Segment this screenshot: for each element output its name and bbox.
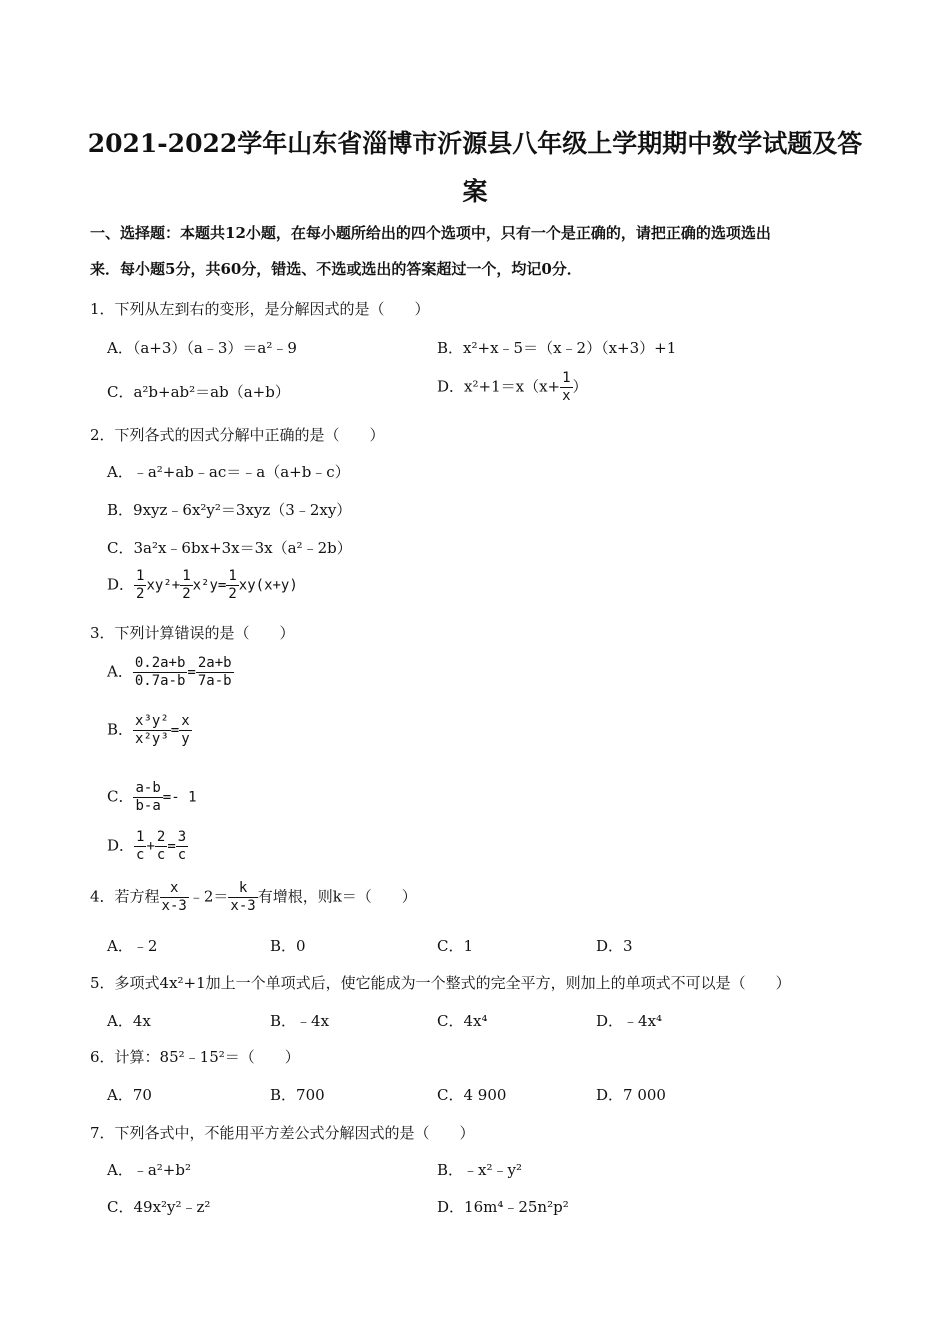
q2-option-a: A．﹣a²+ab﹣ac＝﹣a（a+b﹣c） — [107, 463, 350, 481]
q3-option-a — [107, 655, 234, 690]
q3-c-frac1-num: a-b — [135, 780, 161, 796]
q1-d-fraction — [560, 370, 572, 405]
q3-b-frac2 — [179, 713, 191, 748]
q3-d-frac3-den: c — [177, 847, 187, 863]
q3-stem: 3．下列计算错误的是（ ） — [90, 624, 295, 642]
q4-option-a: A．﹣2 — [107, 937, 158, 955]
q2-d-term3: xy(x+y) — [238, 577, 298, 594]
q3-d-frac3-num: 3 — [177, 829, 187, 845]
q2-d-frac3 — [226, 568, 238, 603]
q3-b-eq: = — [170, 722, 180, 739]
q3-option-b — [107, 713, 192, 748]
q3-b-frac2-num: x — [181, 713, 190, 729]
q1-option-a: A．（a+3）（a﹣3）＝a²﹣9 — [107, 339, 297, 357]
q4-frac1-num: x — [160, 880, 189, 898]
q3-a-frac1 — [133, 655, 188, 690]
section-instructions-line1: 一、选择题：本题共12小题，在每小题所给出的四个选项中，只有一个是正确的，请把正确的选项选出 — [90, 224, 771, 242]
q3-d-frac2-num: 2 — [156, 829, 166, 845]
q2-d-frac2 — [180, 568, 192, 603]
q3-option-d — [107, 829, 188, 864]
q6-option-d: D．7 000 — [596, 1086, 666, 1104]
q7-option-a: A．﹣a²+b² — [107, 1161, 191, 1179]
q3-d-frac1-den: c — [136, 847, 145, 863]
q3-c-frac1 — [133, 780, 162, 815]
q2-d-frac3-num: 1 — [228, 568, 237, 584]
q1-d-prefix: D．x²+1＝x（x+ — [437, 377, 561, 396]
q7-option-c: C．49x²y²﹣z² — [107, 1198, 211, 1216]
document-title-line2: 案 — [462, 177, 488, 206]
q2-d-label: D． — [107, 575, 135, 594]
q4-stem-prefix: 4．若方程 — [90, 887, 160, 906]
q1-option-c: C．a²b+ab²＝ab（a+b） — [107, 383, 290, 401]
q2-stem: 2．下列各式的因式分解中正确的是（ ） — [90, 426, 385, 444]
q5-option-c: C．4x⁴ — [437, 1012, 488, 1030]
q4-option-b: B．0 — [270, 937, 306, 955]
q2-d-frac3-den: 2 — [228, 586, 237, 602]
q3-b-frac1-den: x²y³ — [135, 731, 169, 747]
q1-d-numerator: 1 — [562, 370, 571, 386]
q2-d-frac2-num: 1 — [182, 568, 191, 584]
q4-frac2-den: x-3 — [230, 898, 256, 914]
q2-option-b: B．9xyz﹣6x²y²＝3xyz（3﹣2xy） — [107, 501, 352, 519]
q3-b-label: B． — [107, 720, 134, 739]
q1-option-b: B．x²+x﹣5＝（x﹣2）（x+3）+1 — [437, 339, 677, 357]
q4-frac2-num: k — [228, 880, 257, 898]
q3-a-frac2-num: 2a+b — [197, 655, 232, 671]
q4-stem — [90, 880, 417, 915]
q2-d-frac1 — [134, 568, 146, 603]
q3-d-frac2-den: c — [156, 847, 166, 863]
q3-a-frac1-num: 0.2a+b — [134, 655, 186, 671]
q3-d-frac1 — [134, 829, 146, 864]
q3-a-frac2-den: 7a-b — [197, 673, 232, 689]
q3-a-frac1-den: 0.7a-b — [134, 673, 186, 689]
q3-b-frac2-den: y — [181, 731, 190, 747]
q5-option-a: A．4x — [107, 1012, 151, 1030]
q6-stem: 6．计算：85²﹣15²＝（ ） — [90, 1048, 300, 1066]
q7-option-b: B．﹣x²﹣y² — [437, 1161, 522, 1179]
q3-d-frac2 — [155, 829, 167, 864]
q1-d-denominator: x — [562, 388, 571, 404]
q5-stem: 5．多项式4x²+1加上一个单项式后，使它能成为一个整式的完全平方，则加上的单项式不可以是（ ） — [90, 974, 791, 992]
q4-stem-mid: ﹣2＝ — [188, 887, 229, 906]
q2-d-frac1-den: 2 — [136, 586, 145, 602]
q3-d-eq: = — [167, 838, 176, 855]
q2-d-term1: xy²+ — [146, 577, 181, 594]
q4-option-d: D．3 — [596, 937, 633, 955]
q3-d-frac3 — [176, 829, 188, 864]
q7-stem: 7．下列各式中，不能用平方差公式分解因式的是（ ） — [90, 1124, 475, 1142]
section-instructions-line2: 来．每小题5分，共60分，错选、不选或选出的答案超过一个，均记0分． — [90, 260, 582, 278]
q4-option-c: C．1 — [437, 937, 474, 955]
q3-a-eq: = — [187, 664, 196, 681]
q3-c-label: C． — [107, 787, 134, 806]
q3-d-frac1-num: 1 — [136, 829, 145, 845]
q3-d-label: D． — [107, 836, 135, 855]
q4-stem-suffix: 有增根，则k＝（ ） — [257, 887, 417, 906]
q3-c-eq: =- 1 — [162, 789, 197, 806]
q1-stem: 1．下列从左到右的变形，是分解因式的是（ ） — [90, 300, 430, 318]
q2-d-term2: x²y= — [192, 577, 227, 594]
q4-frac2 — [228, 880, 257, 915]
q6-option-b: B．700 — [270, 1086, 325, 1104]
document-title-line1: 2021-2022学年山东省淄博市沂源县八年级上学期期中数学试题及答 — [87, 129, 863, 158]
q3-b-frac1-num: x³y² — [135, 713, 169, 729]
q1-d-suffix: ） — [572, 377, 588, 396]
q6-option-a: A．70 — [107, 1086, 152, 1104]
q4-frac1-den: x-3 — [161, 898, 187, 914]
q3-b-frac1 — [133, 713, 171, 748]
q6-option-c: C．4 900 — [437, 1086, 507, 1104]
q3-c-frac1-den: b-a — [135, 798, 161, 814]
q3-option-c — [107, 780, 197, 815]
q5-option-b: B．﹣4x — [270, 1012, 330, 1030]
q3-a-frac2 — [196, 655, 234, 690]
q2-option-d — [107, 568, 298, 603]
q4-frac1 — [160, 880, 189, 915]
q1-option-d — [437, 370, 588, 405]
q2-option-c: C．3a²x﹣6bx+3x＝3x（a²﹣2b） — [107, 539, 352, 557]
q5-option-d: D．﹣4x⁴ — [596, 1012, 663, 1030]
q3-d-plus: + — [146, 838, 155, 855]
q2-d-frac1-num: 1 — [136, 568, 145, 584]
q7-option-d: D．16m⁴﹣25n²p² — [437, 1198, 569, 1216]
q3-a-label: A． — [107, 662, 133, 681]
q2-d-frac2-den: 2 — [182, 586, 191, 602]
